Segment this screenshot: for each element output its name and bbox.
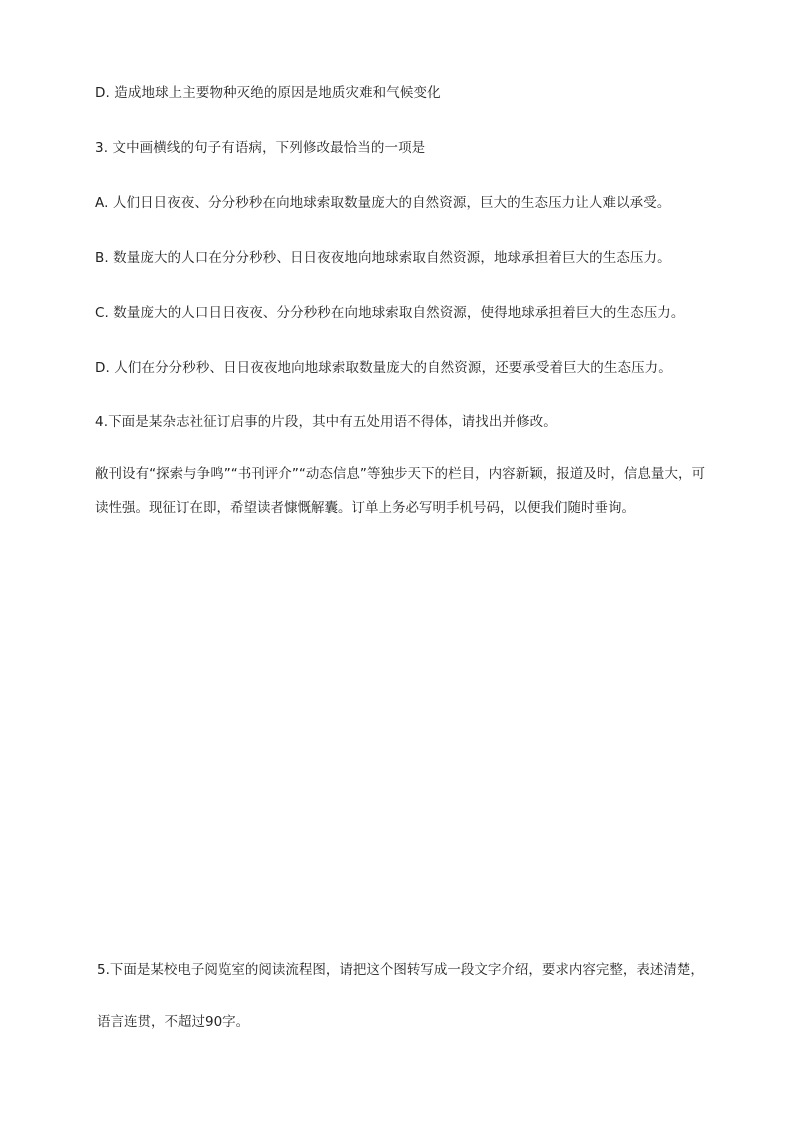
q2-option-d: D. 造成地球上主要物种灭绝的原因是地质灾难和气候变化 [95,85,441,101]
q3-option-a: A. 人们日日夜夜、分分秒秒在向地球索取数量庞大的自然资源，巨大的生态压力让人难以承受。 [95,195,671,211]
q3-option-c: C. 数量庞大的人口日日夜夜、分分秒秒在向地球索取自然资源，使得地球承担着巨大的生态压力。 [95,305,685,321]
q4-prompt: 4.下面是某杂志社征订启事的片段，其中有五处用语不得体，请找出并修改。 [95,414,557,430]
q4-passage: 敝刊设有“探索与争鸣”“书刊评介”“动态信息”等独步天下的栏目，内容新颖，报道及时，信息量大，可读性强。现征订在即，希望读者慷慨解囊。订单上务必写明手机号码，以便我们随时垂询。 [95,466,705,516]
q3-option-d: D. 人们在分分秒秒、日日夜夜地向地球索取数量庞大的自然资源，还要承受着巨大的生态压力。 [95,360,672,376]
q3-option-b: B. 数量庞大的人口在分分秒秒、日日夜夜地向地球索取自然资源，地球承担着巨大的生态压力。 [95,250,671,266]
q3-prompt: 3. 文中画横线的句子有语病，下列修改最恰当的一项是 [95,140,426,156]
q5-prompt: 5.下面是某校电子阅览室的阅读流程图，请把这个图转写成一段文字介绍，要求内容完整，表述清楚，语言连贯，不超过90字。 [97,962,704,1030]
